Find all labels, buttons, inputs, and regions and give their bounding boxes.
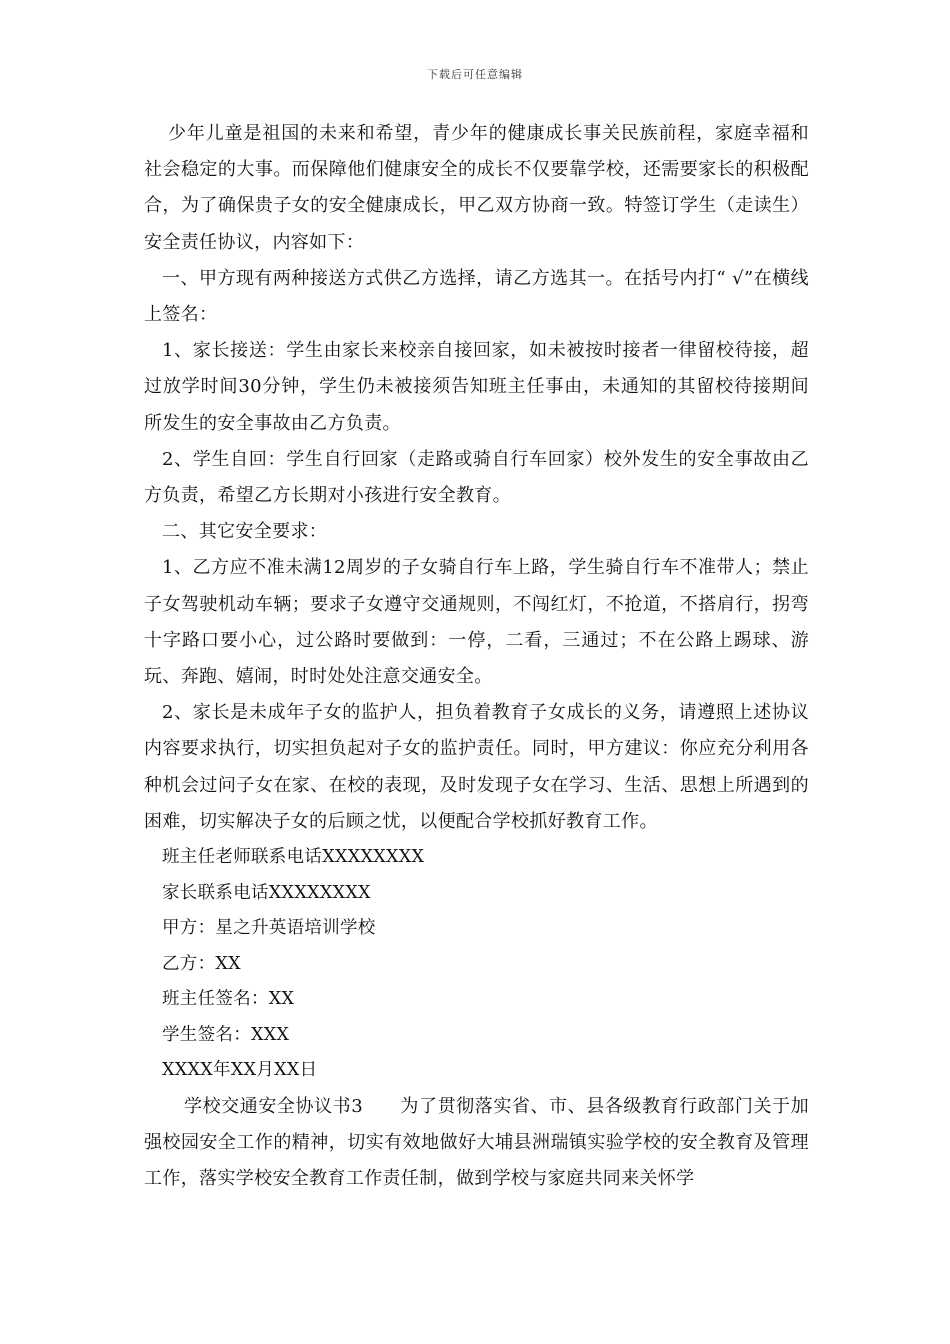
clause-self-return: 2、学生自回：学生自行回家（走路或骑自行车回家）校外发生的安全事故由乙方负责，希望乙方长期对小孩进行安全教育。: [144, 448, 809, 507]
party-a-line: 甲方：星之升英语培训学校: [162, 918, 376, 939]
party-b-line: 乙方：XX: [162, 953, 241, 974]
section-one-heading: 一、甲方现有两种接送方式供乙方选择，请乙方选其一。在括号内打“ √”在横线上签名：: [144, 267, 809, 326]
student-signature-line: 学生签名：XXX: [162, 1024, 290, 1045]
date-line: XXXX年XX月XX日: [162, 1060, 318, 1081]
intro-paragraph: 少年儿童是祖国的未来和希望，青少年的健康成长事关民族前程，家庭幸福和社会稳定的大事。而保障他们健康安全的成长不仅要靠学校，还需要家长的积极配合，为了确保贵子女的安全健康成长，甲乙双方协商一致。特签订学生（走读生）安全责任协议，内容如下：: [144, 123, 809, 253]
clause-guardian-duty: 2、家长是未成年子女的监护人，担负着教育子女成长的义务，请遵照上述协议内容要求执行，切实担负起对子女的监护责任。同时，甲方建议：你应充分利用各种机会过问子女在家、在校的表现，及时发现子女在学习、生活、思想上所遇到的困难，切实解决子女的后顾之忧，以便配合学校抓好教育工作。: [144, 702, 809, 832]
clause-traffic-rules: 1、乙方应不准未满12周岁的子女骑自行车上路，学生骑自行车不准带人；禁止子女驾驶机动车辆；要求子女遵守交通规则，不闯红灯，不抢道，不搭肩行，拐弯十字路口要小心，过公路时要做到：一停，二看，三通过；不在公路上踢球、游玩、奔跑、嬉闹，时时处处注意交通安全。: [144, 557, 809, 688]
teacher-signature-line: 班主任签名：XX: [162, 989, 295, 1010]
document-body: [144, 116, 809, 1197]
next-agreement-paragraph: 学校交通安全协议书3 为了贯彻落实省、市、县各级教育行政部门关于加强校园安全工作的精神，切实有效地做好大埔县洲瑞镇实验学校的安全教育及管理工作，落实学校安全教育工作责任制，做到学校与家庭共同来关怀学: [144, 1095, 809, 1189]
page-header-note: 下载后可任意编辑: [427, 68, 523, 81]
section-two-heading: 二、其它安全要求：: [162, 521, 328, 543]
parent-phone-line: 家长联系电话XXXXXXXX: [162, 882, 371, 903]
clause-parent-pickup: 1、家长接送：学生由家长来校亲自接回家，如未被按时接者一律留校待接，超过放学时间30分钟，学生仍未被接须告知班主任事由，未通知的其留校待接期间所发生的安全事故由乙方负责。: [144, 340, 809, 434]
teacher-phone-line: 班主任老师联系电话XXXXXXXX: [162, 847, 425, 868]
